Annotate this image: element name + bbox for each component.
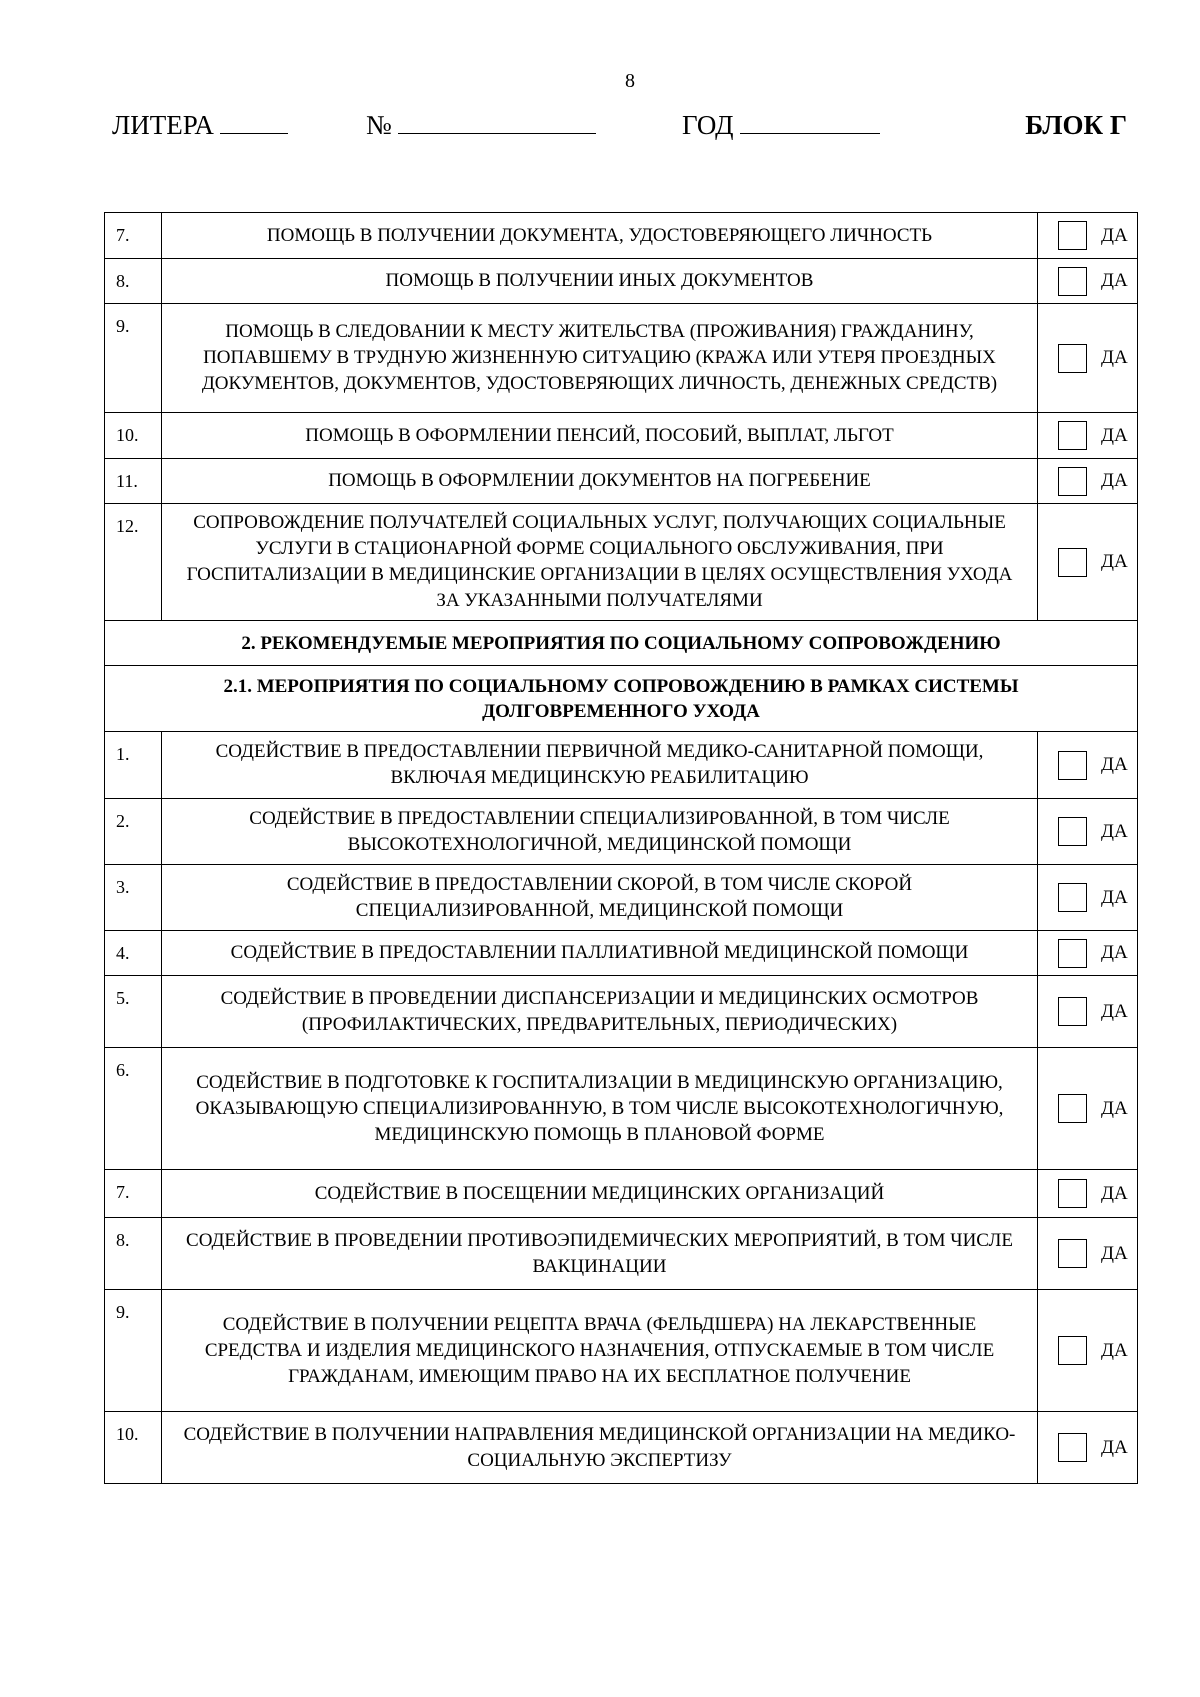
- table-row: [105, 1170, 1138, 1218]
- form-header: [112, 110, 1127, 144]
- yes-option: [1038, 939, 1137, 968]
- row-description: СОДЕЙСТВИЕ В ПОЛУЧЕНИИ РЕЦЕПТА ВРАЧА (ФЕЛЬДШЕРА) НА ЛЕКАРСТВЕННЫЕ СРЕДСТВА И ИЗДЕЛИЯ МЕДИЦИНСКОГО НАЗНАЧЕНИЯ, ОТПУСКАЕМЫЕ В ТОМ ЧИСЛЕ ГРАЖДАНАМ, ИМЕЮЩИМ ПРАВО НА ИХ БЕСПЛАТНОЕ ПОЛУЧЕНИЕ: [162, 1290, 1038, 1412]
- yes-option: [1038, 548, 1137, 577]
- yes-label: ДА: [1101, 754, 1128, 775]
- row-number: 12.: [105, 504, 162, 621]
- table-row: [105, 213, 1138, 259]
- row-check-cell: [1038, 732, 1138, 799]
- row-description: ПОМОЩЬ В ПОЛУЧЕНИИ ИНЫХ ДОКУМЕНТОВ: [162, 259, 1038, 304]
- row-number: 11.: [105, 459, 162, 504]
- row-number: 5.: [105, 976, 162, 1048]
- services-table-body: [105, 213, 1138, 1484]
- row-description: СОДЕЙСТВИЕ В ПРЕДОСТАВЛЕНИИ ПЕРВИЧНОЙ МЕДИКО-САНИТАРНОЙ ПОМОЩИ, ВКЛЮЧАЯ МЕДИЦИНСКУЮ РЕАБИЛИТАЦИЮ: [162, 732, 1038, 799]
- yes-checkbox[interactable]: [1058, 1239, 1087, 1268]
- row-check-cell: [1038, 459, 1138, 504]
- yes-checkbox[interactable]: [1058, 1094, 1087, 1123]
- row-number: 2.: [105, 799, 162, 865]
- year-label: ГОД: [682, 110, 734, 140]
- section-row: [105, 621, 1138, 666]
- table-row: [105, 976, 1138, 1048]
- yes-option: [1038, 883, 1137, 912]
- yes-option: [1038, 267, 1137, 296]
- yes-label: ДА: [1101, 1182, 1128, 1204]
- table-row: [105, 931, 1138, 976]
- yes-label: ДА: [1101, 942, 1128, 963]
- row-check-cell: [1038, 799, 1138, 865]
- yes-option: [1038, 1433, 1137, 1462]
- yes-option: [1038, 751, 1137, 780]
- year-input-line[interactable]: [740, 111, 880, 134]
- row-number: 1.: [105, 732, 162, 799]
- row-number: 9.: [105, 1290, 162, 1412]
- yes-option: [1038, 817, 1137, 846]
- litera-input-line[interactable]: [220, 111, 288, 134]
- yes-checkbox[interactable]: [1058, 883, 1087, 912]
- yes-checkbox[interactable]: [1058, 267, 1087, 296]
- row-number: 8.: [105, 1218, 162, 1290]
- yes-label: ДА: [1101, 886, 1128, 908]
- yes-label: ДА: [1101, 1436, 1128, 1458]
- table-row: [105, 1218, 1138, 1290]
- row-description: СОДЕЙСТВИЕ В ПРОВЕДЕНИИ ДИСПАНСЕРИЗАЦИИ И МЕДИЦИНСКИХ ОСМОТРОВ (ПРОФИЛАКТИЧЕСКИХ, ПРЕДВАРИТЕЛЬНЫХ, ПЕРИОДИЧЕСКИХ): [162, 976, 1038, 1048]
- row-check-cell: [1038, 1218, 1138, 1290]
- year-field: [682, 110, 880, 141]
- yes-label: ДА: [1101, 1242, 1128, 1264]
- page-number: 8: [625, 70, 635, 92]
- table-row: [105, 304, 1138, 413]
- table-row: [105, 413, 1138, 459]
- yes-option: [1038, 1239, 1137, 1268]
- table-row: [105, 259, 1138, 304]
- yes-option: [1038, 421, 1137, 450]
- yes-checkbox[interactable]: [1058, 751, 1087, 780]
- row-check-cell: [1038, 413, 1138, 459]
- table-row: [105, 732, 1138, 799]
- row-description: ПОМОЩЬ В ОФОРМЛЕНИИ ДОКУМЕНТОВ НА ПОГРЕБЕНИЕ: [162, 459, 1038, 504]
- table-row: [105, 865, 1138, 931]
- row-check-cell: [1038, 1412, 1138, 1484]
- litera-field: [112, 110, 288, 141]
- yes-label: ДА: [1101, 551, 1128, 572]
- row-description: СОДЕЙСТВИЕ В ПРОВЕДЕНИИ ПРОТИВОЭПИДЕМИЧЕСКИХ МЕРОПРИЯТИЙ, В ТОМ ЧИСЛЕ ВАКЦИНАЦИИ: [162, 1218, 1038, 1290]
- table-row: [105, 1048, 1138, 1170]
- yes-checkbox[interactable]: [1058, 344, 1087, 373]
- yes-label: ДА: [1101, 224, 1128, 246]
- block-label: БЛОК Г: [1025, 110, 1127, 140]
- row-description: СОДЕЙСТВИЕ В ПРЕДОСТАВЛЕНИИ СПЕЦИАЛИЗИРОВАННОЙ, В ТОМ ЧИСЛЕ ВЫСОКОТЕХНОЛОГИЧНОЙ, МЕДИЦИНСКОЙ ПОМОЩИ: [162, 799, 1038, 865]
- yes-checkbox[interactable]: [1058, 467, 1087, 496]
- table-row: [105, 799, 1138, 865]
- row-check-cell: [1038, 304, 1138, 413]
- yes-checkbox[interactable]: [1058, 548, 1087, 577]
- row-description: СОДЕЙСТВИЕ В ПОСЕЩЕНИИ МЕДИЦИНСКИХ ОРГАНИЗАЦИЙ: [162, 1170, 1038, 1218]
- row-check-cell: [1038, 259, 1138, 304]
- row-check-cell: [1038, 1290, 1138, 1412]
- yes-label: ДА: [1101, 347, 1128, 368]
- row-description: СОДЕЙСТВИЕ В ПРЕДОСТАВЛЕНИИ ПАЛЛИАТИВНОЙ МЕДИЦИНСКОЙ ПОМОЩИ: [162, 931, 1038, 976]
- yes-option: [1038, 1094, 1137, 1123]
- yes-label: ДА: [1101, 820, 1128, 842]
- row-number: 7.: [105, 1170, 162, 1218]
- row-description: ПОМОЩЬ В ПОЛУЧЕНИИ ДОКУМЕНТА, УДОСТОВЕРЯЮЩЕГО ЛИЧНОСТЬ: [162, 213, 1038, 259]
- yes-checkbox[interactable]: [1058, 421, 1087, 450]
- row-description: СОДЕЙСТВИЕ В ПОЛУЧЕНИИ НАПРАВЛЕНИЯ МЕДИЦИНСКОЙ ОРГАНИЗАЦИИ НА МЕДИКО-СОЦИАЛЬНУЮ ЭКСПЕРТИЗУ: [162, 1412, 1038, 1484]
- row-description: ПОМОЩЬ В ОФОРМЛЕНИИ ПЕНСИЙ, ПОСОБИЙ, ВЫПЛАТ, ЛЬГОТ: [162, 413, 1038, 459]
- yes-checkbox[interactable]: [1058, 997, 1087, 1026]
- row-check-cell: [1038, 1048, 1138, 1170]
- row-check-cell: [1038, 504, 1138, 621]
- row-check-cell: [1038, 931, 1138, 976]
- table-row: [105, 1290, 1138, 1412]
- row-number: 4.: [105, 931, 162, 976]
- number-label: №: [366, 110, 392, 140]
- yes-label: ДА: [1101, 1097, 1128, 1119]
- row-number: 6.: [105, 1048, 162, 1170]
- row-description: СОДЕЙСТВИЕ В ПОДГОТОВКЕ К ГОСПИТАЛИЗАЦИИ В МЕДИЦИНСКУЮ ОРГАНИЗАЦИЮ, ОКАЗЫВАЮЩУЮ СПЕЦИАЛИЗИРОВАННУЮ, В ТОМ ЧИСЛЕ ВЫСОКОТЕХНОЛОГИЧНУЮ, МЕДИЦИНСКУЮ ПОМОЩЬ В ПЛАНОВОЙ ФОРМЕ: [162, 1048, 1038, 1170]
- row-number: 9.: [105, 304, 162, 413]
- table-row: [105, 1412, 1138, 1484]
- row-check-cell: [1038, 976, 1138, 1048]
- table-row: [105, 504, 1138, 621]
- section-heading: 2.1. МЕРОПРИЯТИЯ ПО СОЦИАЛЬНОМУ СОПРОВОЖДЕНИЮ В РАМКАХ СИСТЕМЫ ДОЛГОВРЕМЕННОГО УХОДА: [105, 666, 1138, 732]
- yes-checkbox[interactable]: [1058, 1179, 1087, 1208]
- yes-option: [1038, 221, 1137, 250]
- yes-label: ДА: [1101, 270, 1128, 291]
- row-description: ПОМОЩЬ В СЛЕДОВАНИИ К МЕСТУ ЖИТЕЛЬСТВА (ПРОЖИВАНИЯ) ГРАЖДАНИНУ, ПОПАВШЕМУ В ТРУДНУЮ ЖИЗНЕННУЮ СИТУАЦИЮ (КРАЖА ИЛИ УТЕРЯ ПРОЕЗДНЫХ ДОКУМЕНТОВ, ДОКУМЕНТОВ, УДОСТОВЕРЯЮЩИХ ЛИЧНОСТЬ, ДЕНЕЖНЫХ СРЕДСТВ): [162, 304, 1038, 413]
- row-check-cell: [1038, 865, 1138, 931]
- section-row: [105, 666, 1138, 732]
- yes-option: [1038, 1179, 1137, 1208]
- row-description: СОДЕЙСТВИЕ В ПРЕДОСТАВЛЕНИИ СКОРОЙ, В ТОМ ЧИСЛЕ СКОРОЙ СПЕЦИАЛИЗИРОВАННОЙ, МЕДИЦИНСКОЙ ПОМОЩИ: [162, 865, 1038, 931]
- yes-label: ДА: [1101, 1339, 1128, 1361]
- yes-label: ДА: [1101, 1000, 1128, 1022]
- yes-label: ДА: [1101, 470, 1128, 491]
- yes-checkbox[interactable]: [1058, 939, 1087, 968]
- number-input-line[interactable]: [398, 111, 596, 134]
- yes-checkbox[interactable]: [1058, 1336, 1087, 1365]
- yes-label: ДА: [1101, 424, 1128, 446]
- litera-label: ЛИТЕРА: [112, 110, 214, 140]
- yes-option: [1038, 344, 1137, 373]
- row-number: 3.: [105, 865, 162, 931]
- yes-checkbox[interactable]: [1058, 221, 1087, 250]
- row-number: 7.: [105, 213, 162, 259]
- row-check-cell: [1038, 213, 1138, 259]
- yes-option: [1038, 1336, 1137, 1365]
- yes-checkbox[interactable]: [1058, 817, 1087, 846]
- row-description: СОПРОВОЖДЕНИЕ ПОЛУЧАТЕЛЕЙ СОЦИАЛЬНЫХ УСЛУГ, ПОЛУЧАЮЩИХ СОЦИАЛЬНЫЕ УСЛУГИ В СТАЦИОНАРНОЙ ФОРМЕ СОЦИАЛЬНОГО ОБСЛУЖИВАНИЯ, ПРИ ГОСПИТАЛИЗАЦИИ В МЕДИЦИНСКИЕ ОРГАНИЗАЦИИ В ЦЕЛЯХ ОСУЩЕСТВЛЕНИЯ УХОДА ЗА УКАЗАННЫМИ ПОЛУЧАТЕЛЯМИ: [162, 504, 1038, 621]
- yes-option: [1038, 997, 1137, 1026]
- number-field: [366, 110, 596, 141]
- row-check-cell: [1038, 1170, 1138, 1218]
- services-table: [104, 212, 1138, 1484]
- yes-checkbox[interactable]: [1058, 1433, 1087, 1462]
- row-number: 8.: [105, 259, 162, 304]
- yes-option: [1038, 467, 1137, 496]
- section-heading: 2. РЕКОМЕНДУЕМЫЕ МЕРОПРИЯТИЯ ПО СОЦИАЛЬНОМУ СОПРОВОЖДЕНИЮ: [105, 621, 1138, 666]
- row-number: 10.: [105, 413, 162, 459]
- row-number: 10.: [105, 1412, 162, 1484]
- table-row: [105, 459, 1138, 504]
